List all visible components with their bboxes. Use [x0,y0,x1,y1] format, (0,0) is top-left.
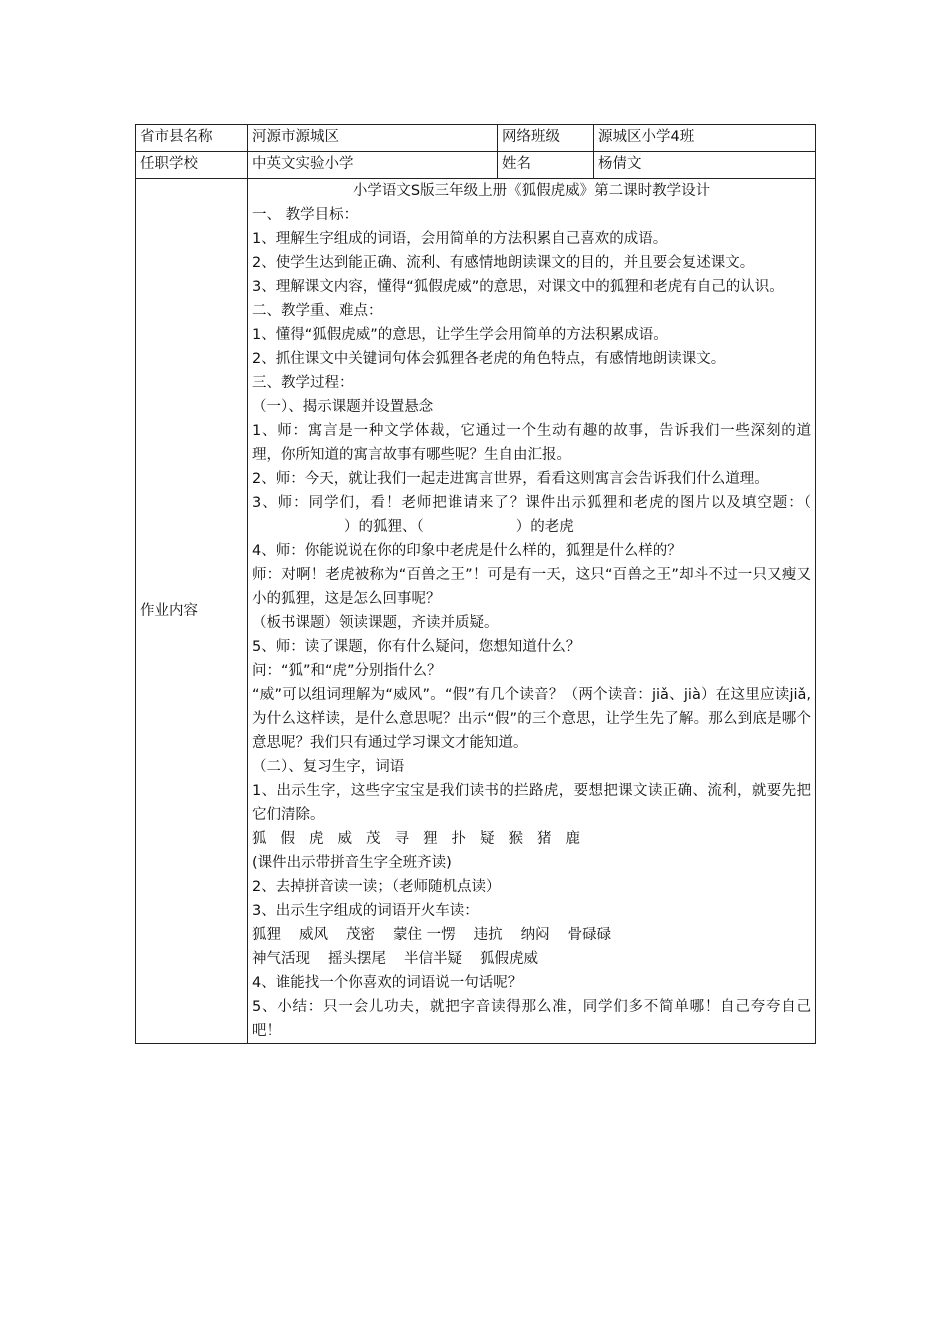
subsection-heading: （二）、复习生字，词语 [252,759,405,775]
paragraph: (课件出示带拼音生字全班齐读) [252,855,452,871]
paragraph: 1、出示生字，这些字宝宝是我们读书的拦路虎，要想把课文读正确、流利，就要先把它们清除。 [252,783,811,823]
word-item: 威风 [299,927,328,943]
paragraph: 2、师：今天，就让我们一起走进寓言世界，看看这则寓言会告诉我们什么道理。 [252,471,769,487]
char-item: 猴 [508,831,523,847]
char-item: 鹿 [565,831,580,847]
doc-title: 小学语文S版三年级上册《狐假虎威》第二课时教学设计 [352,183,711,199]
content-row [136,179,816,1044]
paragraph: 4、师：你能说说在你的印象中老虎是什么样的，狐狸是什么样的？ [252,543,682,559]
word-item: 纳闷 [520,927,550,943]
section-heading: 一、 教学目标： [252,207,359,223]
paragraph: 2、去掉拼音读一读；（老师随机点读） [252,879,501,895]
paragraph: “威”可以组词理解为“威风”。“假”有几个读音？（两个读音：jiǎ、jià）在这里应读jiǎ,为什么这样读，是什么意思呢？出示“假”的三个意思，让学生先了解。那么到底是哪个意思呢？我们只有通过学习课文才能知道。 [252,687,811,751]
header-row-2 [136,152,816,179]
char-item: 茂 [366,831,381,847]
char-item: 威 [337,831,352,847]
paragraph: 3、理解课文内容，懂得“狐假虎威”的意思，对课文中的狐狸和老虎有自己的认识。 [252,279,784,295]
paragraph: 1、懂得“狐假虎威”的意思，让学生学会用简单的方法积累成语。 [252,327,668,343]
section-heading: 二、教学重、难点： [252,303,383,319]
info-table [135,124,816,1044]
word-item: 违抗 [473,927,503,943]
header-row-1 [136,125,816,152]
char-item: 狐 [252,831,267,847]
char-item: 假 [280,831,295,847]
text-part: 3、师：同学们，看！老师把谁请来了？课件出示狐狸和老虎的图片以及填空题：（ [252,495,811,511]
text-part: ）的老虎 [515,519,574,535]
paragraph: 2、使学生达到能正确、流利、有感情地朗读课文的目的，并且要会复述课文。 [252,255,755,271]
paragraph: （板书课题）领读课题，齐读并质疑。 [252,615,499,631]
paragraph: 5、师：读了课题，你有什么疑问，您想知道什么？ [252,639,581,655]
label-class: 网络班级 [498,125,594,152]
paragraph: 5、小结：只一会儿功夫，就把字音读得那么准，同学们多不简单哪！自己夸夸自己吧！ [252,999,811,1039]
word-item: 半信半疑 [404,951,462,967]
word-item: 狐假虎威 [480,951,538,967]
char-item: 猪 [537,831,552,847]
value-name: 杨倩文 [594,152,816,179]
char-item: 扑 [451,831,466,847]
label-content: 作业内容 [136,179,248,1044]
value-region: 河源市源城区 [248,125,498,152]
label-region: 省市县名称 [136,125,248,152]
word-item: 蒙住 一愣 [393,927,456,943]
content-cell [248,179,816,1044]
char-list [252,827,811,851]
subsection-heading: （一）、揭示课题并设置悬念 [252,399,434,415]
char-item: 狸 [423,831,438,847]
text-part: ）的狐狸、（ [344,519,424,535]
label-school: 任职学校 [136,152,248,179]
paragraph: 2、抓住课文中关键词句体会狐狸各老虎的角色特点，有感情地朗读课文。 [252,351,726,367]
value-school: 中英文实验小学 [248,152,498,179]
paragraph: 师：对啊！老虎被称为“百兽之王”！可是有一天，这只“百兽之王”却斗不过一只又瘦又小的狐狸，这是怎么回事呢？ [252,567,811,607]
word-item: 狐狸 [252,927,281,943]
word-item: 骨碌碌 [567,927,612,943]
paragraph: 3、出示生字组成的词语开火车读： [252,903,479,919]
label-name: 姓名 [498,152,594,179]
paragraph: 问：“狐”和“虎”分别指什么？ [252,663,442,679]
word-list-2 [252,947,811,971]
paragraph: 1、理解生字组成的词语，会用简单的方法积累自己喜欢的成语。 [252,231,668,247]
value-class: 源城区小学4班 [594,125,816,152]
paragraph: 4、谁能找一个你喜欢的词语说一句话呢？ [252,975,523,991]
char-item: 虎 [309,831,324,847]
paragraph-fill-blank [252,491,811,539]
word-item: 摇头摆尾 [328,951,386,967]
char-item: 寻 [394,831,409,847]
section-heading: 三、教学过程： [252,375,354,391]
paragraph: 1、师：寓言是一种文学体裁，它通过一个生动有趣的故事，告诉我们一些深刻的道理，你所知道的寓言故事有哪些呢？生自由汇报。 [252,423,811,463]
word-list-1 [252,923,811,947]
char-item: 疑 [480,831,495,847]
word-item: 神气活现 [252,951,310,967]
word-item: 茂密 [346,927,375,943]
